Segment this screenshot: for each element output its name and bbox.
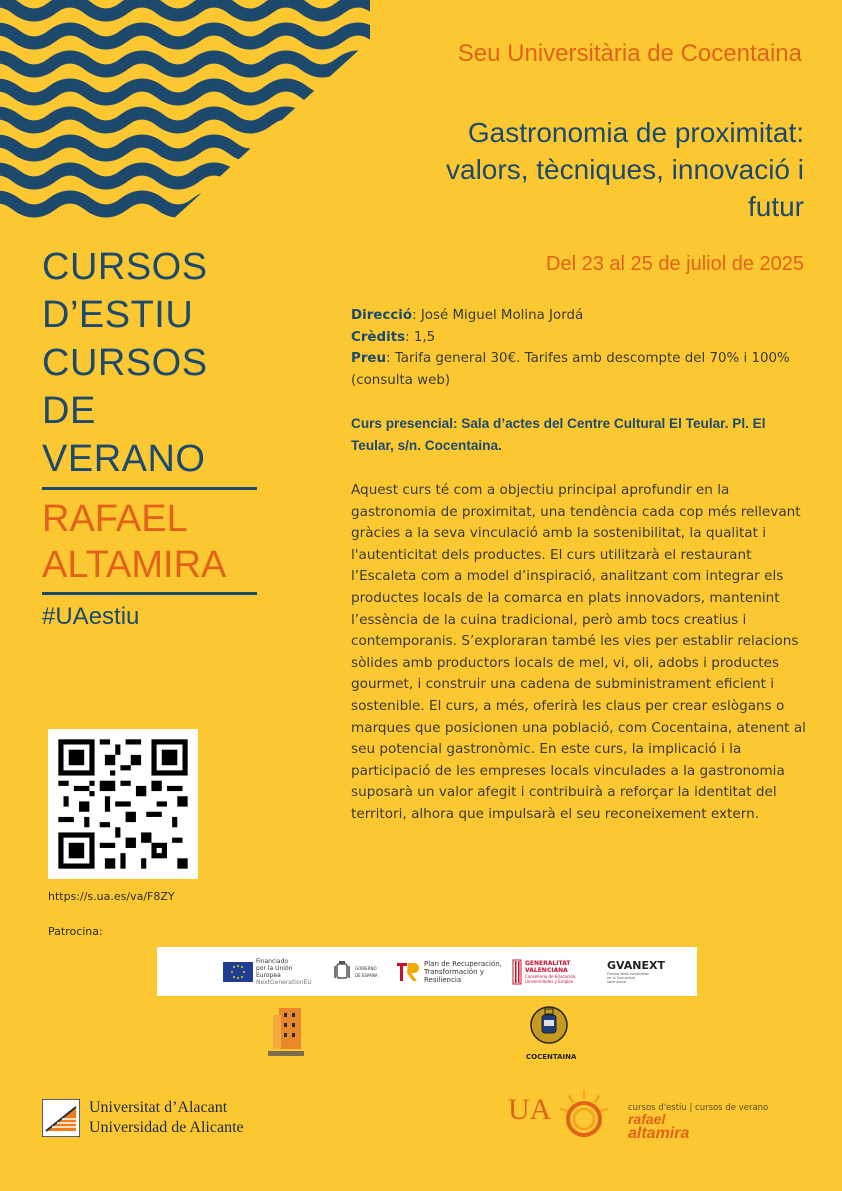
plan-label: Plan de Recuperación, Transformación y Resiliencia	[424, 959, 502, 984]
hashtag: #UAestiu	[42, 603, 140, 630]
rafael-word: rafael	[628, 1111, 666, 1127]
brand-line: CURSOS	[42, 342, 208, 384]
course-dates: Del 23 al 25 de juliol de 2025	[546, 253, 804, 275]
plan-recuperacion-icon	[395, 960, 421, 984]
eu-sub-label: NextGenerationEU	[256, 978, 312, 986]
cocentaina-building-logo	[267, 1005, 305, 1058]
credits-row	[351, 327, 801, 349]
direction-label: Direcció	[351, 308, 413, 323]
gobierno-logo	[332, 947, 379, 996]
university-name-es: Universidad de Alicante	[89, 1119, 244, 1136]
gvanext-sub-label: Fondos Next Generation en la Comunitat Valenciana	[607, 971, 650, 984]
direction-row	[351, 305, 801, 327]
course-description: Aquest curs té com a objectiu principal aprofundir en la gastronomia de proximitat, una tendència cada cop més rellevant gràcies a la seva vinculació amb la sostenibilitat, la qualitat i l'autenticitat dels productes. El curs utilitzarà el restaurant l’Escaleta com a model d’inspiració, analitzant com integrar els productes locals de la comarca en plats innovadors, mantenint l’essència de la cuina tradicional, però amb tocs creatius i contemporanis. S’exploraran també les vies per establir relacions sòlides amb productors locals de mel, vi, oli, adobs i productes gourmet, i construir una cadena de subministrament eficient i sostenible. El curs, a més, oferirà les claus per crear eslògans o marques que posicionen una població, com Cocentaina, atenent al seu potencial gastronòmic. En este curs, la implicació i la participació de les empreses locals vinculades a la gastronomia suposarà un valor afegit i contribuirà a reforçar la identitat del territori, alhora que impulsarà el seu reconeixement extern.	[351, 482, 806, 822]
qr-code-icon	[48, 729, 198, 879]
price-value: : Tarifa general 30€. Tarifes amb descompte del 70% i 100% (consulta web)	[351, 351, 790, 388]
gva-logo	[512, 947, 587, 996]
ua-triangle-icon	[42, 1099, 80, 1137]
credits-label: Crèdits	[351, 329, 406, 345]
gvanext-logo	[607, 947, 665, 996]
eu-flag-icon	[223, 962, 253, 982]
eu-label: Financiado por la Unión Europea	[256, 957, 293, 979]
brand-line: D’ESTIU	[42, 294, 194, 336]
gvanext-text	[607, 960, 665, 984]
brand-line: ALTAMIRA	[42, 544, 227, 586]
sponsor-strip	[157, 947, 697, 996]
ayuntamiento-logo	[526, 1005, 577, 1061]
cursos-tagline: cursos d'estiu | cursos de verano	[628, 1103, 769, 1113]
credits-value: : 1,5	[405, 329, 436, 345]
qr-url-link[interactable]: https://s.ua.es/va/F8ZY	[48, 890, 175, 903]
university-name	[89, 1098, 244, 1138]
sponsor-label: Patrocina:	[48, 925, 103, 938]
rafael-altamira-logo	[508, 1087, 808, 1147]
course-info	[351, 305, 801, 391]
ayuntamiento-label: COCENTAINA	[526, 1053, 577, 1061]
altamira-word: altamira	[628, 1125, 690, 1142]
brand-divider	[42, 487, 257, 490]
eu-logo	[223, 947, 312, 996]
rafael-altamira-wordmark	[628, 1113, 689, 1141]
course-title	[364, 115, 804, 226]
eu-text	[256, 957, 312, 986]
course-title-line: Gastronomia de proximitat:	[467, 117, 804, 148]
gva-text	[525, 960, 587, 984]
venue-info: Curs presencial: Sala d’actes del Centre Cultural El Teular. Pl. El Teular, s/n. Cocentaina.	[351, 416, 766, 453]
gvanext-label: GVANEXT	[607, 958, 666, 972]
sun-icon	[554, 1087, 614, 1147]
university-name-va: Universitat d’Alacant	[89, 1099, 228, 1116]
direction-value: : José Miguel Molina Jordá	[412, 308, 584, 323]
venue-heading: Seu Universitària de Cocentaina	[457, 40, 802, 67]
gva-shield-icon	[512, 959, 522, 985]
course-title-line: valors, tècniques, innovació i	[446, 153, 804, 185]
brand-line: RAFAEL	[42, 498, 188, 540]
cocentaina-seal-icon	[526, 1005, 572, 1049]
coat-of-arms-icon	[332, 960, 352, 984]
brand-block	[42, 243, 257, 631]
brand-line: DE VERANO	[42, 390, 206, 480]
plan-logo	[395, 947, 506, 996]
ua-mark: UA	[508, 1093, 552, 1126]
gva-sub-label: Conselleria de Educación, Universidades y Empleo	[525, 973, 577, 984]
price-label: Preu	[351, 351, 387, 366]
qr-code[interactable]	[48, 729, 198, 879]
course-title-line: futur	[747, 190, 804, 222]
gobierno-label: GOBIERNO DE ESPAÑA	[355, 965, 378, 978]
price-row	[351, 348, 801, 391]
wave-pattern	[0, 0, 370, 240]
brand-line: CURSOS	[42, 246, 208, 288]
brand-divider	[42, 592, 257, 595]
gva-label: GENERALITAT VALENCIANA	[525, 959, 571, 974]
